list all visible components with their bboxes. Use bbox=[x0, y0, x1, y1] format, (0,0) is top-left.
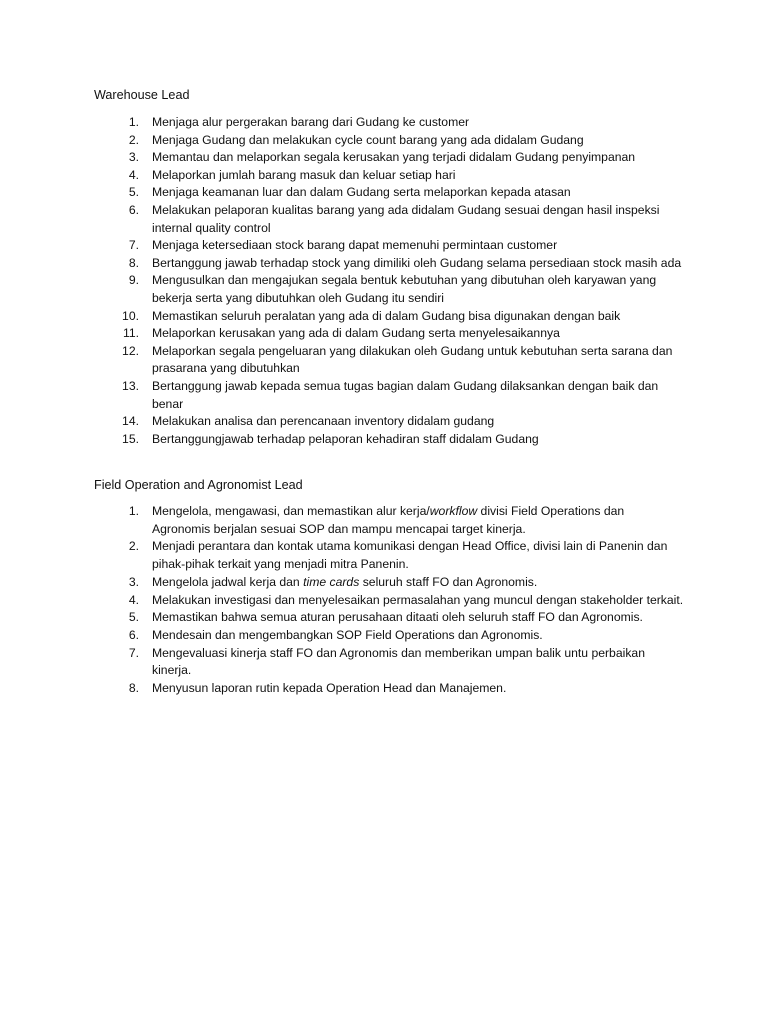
item-text: Melakukan investigasi dan menyelesaikan permasalahan yang muncul dengan stakeholder terkait. bbox=[152, 592, 684, 607]
item-number: 9. bbox=[128, 273, 139, 288]
list-item bbox=[94, 237, 684, 255]
item-number: 3. bbox=[128, 150, 139, 165]
item-number: 8. bbox=[128, 681, 139, 696]
list-item bbox=[94, 574, 684, 592]
item-text: Memastikan seluruh peralatan yang ada di dalam Gudang bisa digunakan dengan baik bbox=[152, 308, 621, 323]
list-item bbox=[94, 680, 684, 698]
item-text: Melaporkan kerusakan yang ada di dalam Gudang serta menyelesaikannya bbox=[152, 326, 560, 341]
item-text: Menjaga alur pergerakan barang dari Gudang ke customer bbox=[152, 115, 470, 129]
item-number: 5. bbox=[128, 610, 139, 625]
item-text: Melakukan pelaporan kualitas barang yang ada didalam Gudang sesuai dengan hasil inspeksi internal quality control bbox=[152, 202, 660, 235]
warehouse-lead-section bbox=[94, 87, 684, 448]
item-text: Melaporkan segala pengeluaran yang dilakukan oleh Gudang untuk kebutuhan serta sarana dan prasarana yang dibutuhkan bbox=[152, 343, 673, 376]
item-text: Bertanggung jawab kepada semua tugas bagian dalam Gudang dilaksankan dengan baik dan benar bbox=[152, 378, 659, 411]
item-text: Mengelola jadwal kerja dan time cards seluruh staff FO dan Agronomis. bbox=[152, 574, 538, 589]
list-item bbox=[94, 413, 684, 431]
item-number: 8. bbox=[128, 255, 139, 270]
list-item bbox=[94, 255, 684, 273]
item-text: Mengusulkan dan mengajukan segala bentuk kebutuhan yang dibutuhan oleh karyawan yang bekerja serta yang dibutuhkan oleh Gudang itu sendiri bbox=[152, 273, 657, 305]
list-item bbox=[94, 592, 684, 610]
item-number: 14. bbox=[122, 414, 139, 429]
item-number: 7. bbox=[128, 238, 139, 253]
item-number: 6. bbox=[128, 202, 139, 217]
item-number: 4. bbox=[128, 167, 139, 182]
list-item bbox=[94, 132, 684, 150]
section-heading: Field Operation and Agronomist Lead bbox=[94, 478, 303, 492]
responsibility-list bbox=[94, 503, 684, 698]
list-item bbox=[94, 645, 684, 680]
section-heading: Warehouse Lead bbox=[94, 88, 190, 102]
item-text: Menjaga Gudang dan melakukan cycle count barang yang ada didalam Gudang bbox=[152, 132, 584, 147]
item-number: 6. bbox=[128, 627, 139, 642]
item-text: Memastikan bahwa semua aturan perusahaan ditaati oleh seluruh staff FO dan Agronomis. bbox=[152, 610, 643, 625]
item-text: Bertanggung jawab terhadap stock yang dimiliki oleh Gudang selama persediaan stock masih ada bbox=[152, 255, 682, 270]
item-number: 12. bbox=[122, 343, 139, 358]
item-number: 7. bbox=[128, 645, 139, 660]
item-text: Mengevaluasi kinerja staff FO dan Agronomis dan memberikan umpan balik untu perbaikan kinerja. bbox=[152, 645, 645, 678]
item-text: Menjadi perantara dan kontak utama komunikasi dengan Head Office, divisi lain di Panenin dan pihak-pihak terkait yang menjadi mitra Panenin. bbox=[152, 539, 668, 572]
field-operation-section bbox=[94, 477, 684, 698]
item-number: 2. bbox=[128, 132, 139, 147]
item-text: Mendesain dan mengembangkan SOP Field Operations dan Agronomis. bbox=[152, 627, 543, 642]
list-item bbox=[94, 378, 684, 413]
emphasis-text: workflow bbox=[429, 504, 478, 518]
list-item bbox=[94, 202, 684, 237]
list-item bbox=[94, 627, 684, 645]
item-number: 13. bbox=[122, 378, 139, 393]
list-item bbox=[94, 538, 684, 573]
list-item bbox=[94, 272, 684, 307]
item-number: 15. bbox=[122, 431, 139, 446]
item-number: 11. bbox=[122, 326, 139, 341]
item-number: 3. bbox=[128, 574, 139, 589]
item-text: Mengelola, mengawasi, dan memastikan alur kerja/workflow divisi Field Operations dan Agronomis berjalan sesuai SOP dan mampu mencapai target kinerja. bbox=[152, 504, 625, 536]
item-text: Menjaga ketersediaan stock barang dapat memenuhi permintaan customer bbox=[152, 238, 558, 253]
list-item bbox=[94, 503, 684, 538]
item-text: Bertanggungjawab terhadap pelaporan kehadiran staff didalam Gudang bbox=[152, 431, 539, 446]
item-text: Menjaga keamanan luar dan dalam Gudang serta melaporkan kepada atasan bbox=[152, 185, 571, 200]
item-number: 2. bbox=[128, 539, 139, 554]
list-item bbox=[94, 308, 684, 326]
list-item bbox=[94, 609, 684, 627]
item-text: Menyusun laporan rutin kepada Operation Head dan Manajemen. bbox=[152, 681, 507, 696]
list-item bbox=[94, 431, 684, 449]
item-text: Melaporkan jumlah barang masuk dan keluar setiap hari bbox=[152, 167, 456, 182]
item-text: Memantau dan melaporkan segala kerusakan yang terjadi didalam Gudang penyimpanan bbox=[152, 150, 636, 165]
list-item bbox=[94, 167, 684, 185]
list-item bbox=[94, 343, 684, 378]
responsibility-list bbox=[94, 114, 684, 448]
item-number: 1. bbox=[128, 504, 139, 518]
item-text: Melakukan analisa dan perencanaan inventory didalam gudang bbox=[152, 414, 495, 429]
emphasis-text: time cards bbox=[303, 574, 360, 589]
list-item bbox=[94, 114, 684, 132]
item-number: 10. bbox=[122, 308, 139, 323]
item-number: 1. bbox=[128, 115, 139, 129]
item-number: 5. bbox=[128, 185, 139, 200]
item-number: 4. bbox=[128, 592, 139, 607]
list-item bbox=[94, 184, 684, 202]
list-item bbox=[94, 325, 684, 343]
list-item bbox=[94, 149, 684, 167]
